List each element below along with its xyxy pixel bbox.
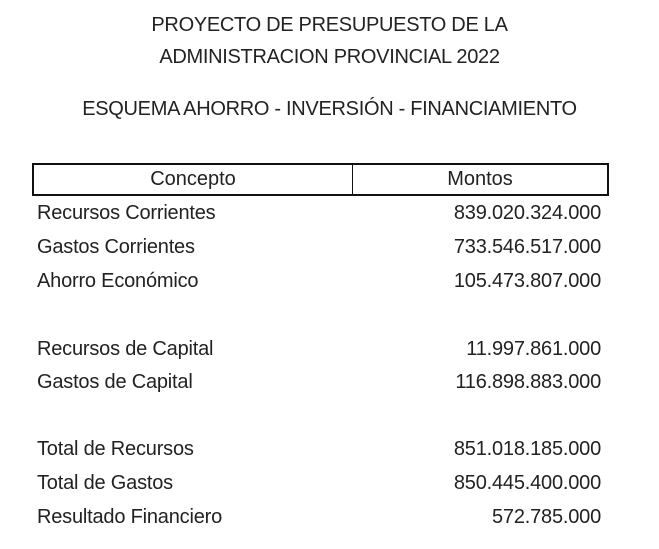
row-monto: 116.898.883.000	[455, 370, 601, 393]
row-concepto: Recursos Corrientes	[37, 201, 216, 224]
row-monto: 850.445.400.000	[453, 471, 601, 494]
subtitle: ESQUEMA AHORRO - INVERSIÓN - FINANCIAMIENTO	[82, 98, 577, 120]
row-concepto: Resultado Financiero	[37, 505, 222, 528]
row-concepto: Total de Recursos	[37, 437, 194, 460]
row-concepto: Recursos de Capital	[37, 337, 214, 360]
table-row	[37, 332, 601, 366]
table-row	[37, 264, 601, 298]
row-monto: 572.785.000	[491, 505, 601, 528]
table-row	[37, 432, 601, 466]
row-monto: 11.997.861.000	[466, 337, 601, 360]
row-concepto: Total de Gastos	[37, 471, 173, 494]
row-concepto: Gastos de Capital	[37, 370, 193, 393]
table-row	[37, 196, 601, 230]
table-row	[37, 230, 601, 264]
title-line-2: ADMINISTRACION PROVINCIAL 2022	[159, 46, 500, 68]
header-montos: Montos	[447, 168, 513, 190]
row-monto: 733.546.517.000	[453, 235, 601, 258]
row-concepto: Gastos Corrientes	[37, 235, 195, 258]
row-concepto: Ahorro Económico	[37, 269, 199, 292]
table-header	[32, 163, 609, 196]
table-row	[37, 500, 601, 534]
table-row	[37, 365, 601, 399]
table-row	[37, 466, 601, 500]
header-concepto: Concepto	[34, 165, 353, 194]
row-monto: 105.473.807.000	[453, 269, 601, 292]
row-monto: 851.018.185.000	[453, 437, 601, 460]
title-line-1: PROYECTO DE PRESUPUESTO DE LA	[151, 14, 508, 36]
row-monto: 839.020.324.000	[453, 201, 601, 224]
